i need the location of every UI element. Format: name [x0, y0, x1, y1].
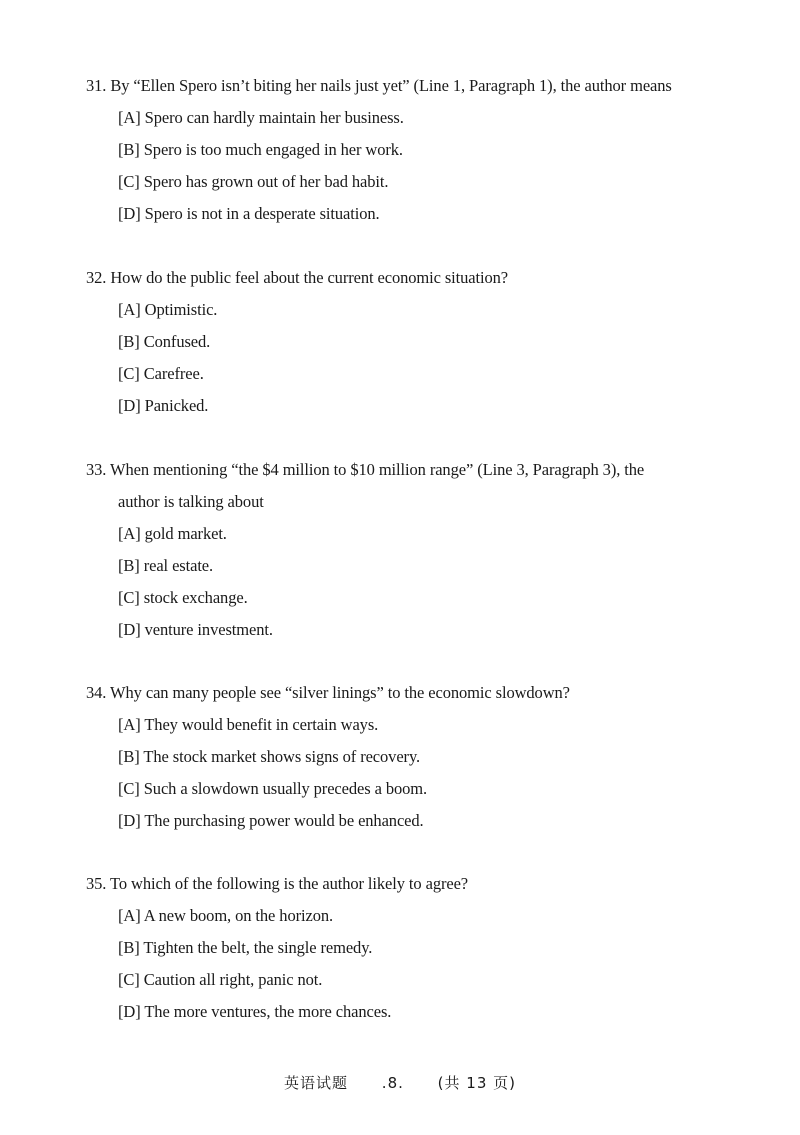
option-a: [A] gold market. [118, 524, 227, 543]
question-stem: 32. How do the public feel about the current economic situation? [86, 268, 509, 287]
page-footer [0, 1072, 800, 1093]
option-b: [B] Confused. [118, 332, 211, 351]
option-c: [C] stock exchange. [118, 588, 248, 607]
option-c: [C] Spero has grown out of her bad habit. [118, 172, 389, 191]
option-a: [A] A new boom, on the horizon. [118, 906, 334, 925]
option-b: [B] Tighten the belt, the single remedy. [118, 938, 373, 957]
option-c: [C] Carefree. [118, 364, 204, 383]
option-a: [A] Optimistic. [118, 300, 218, 319]
question-31 [86, 70, 736, 230]
footer-subject: 英语试题 [284, 1074, 349, 1092]
option-d: [D] The more ventures, the more chances. [118, 1002, 392, 1021]
question-stem: 33. When mentioning “the $4 million to $10 million range” (Line 3, Paragraph 3), the [86, 460, 645, 479]
option-d: [D] Panicked. [118, 396, 209, 415]
question-32 [86, 262, 736, 422]
option-a: [A] Spero can hardly maintain her business. [118, 108, 404, 127]
option-b: [B] The stock market shows signs of recovery. [118, 747, 421, 766]
footer-page-number: .8. [381, 1074, 404, 1092]
question-stem: 34. Why can many people see “silver linings” to the economic slowdown? [86, 683, 570, 702]
footer-total-pages: (共 13 页) [437, 1074, 516, 1092]
option-d: [D] Spero is not in a desperate situation. [118, 204, 380, 223]
question-35 [86, 868, 736, 1028]
question-stem-continued: author is talking about [118, 492, 264, 511]
option-b: [B] Spero is too much engaged in her work. [118, 140, 403, 159]
option-c: [C] Caution all right, panic not. [118, 970, 323, 989]
question-stem: 35. To which of the following is the author likely to agree? [86, 874, 469, 893]
option-c: [C] Such a slowdown usually precedes a boom. [118, 779, 428, 798]
question-34 [86, 677, 736, 837]
option-b: [B] real estate. [118, 556, 214, 575]
option-a: [A] They would benefit in certain ways. [118, 715, 379, 734]
question-33 [86, 454, 736, 646]
option-d: [D] The purchasing power would be enhanced. [118, 811, 424, 830]
option-d: [D] venture investment. [118, 620, 273, 639]
question-stem: 31. By “Ellen Spero isn’t biting her nails just yet” (Line 1, Paragraph 1), the author means [86, 76, 672, 95]
